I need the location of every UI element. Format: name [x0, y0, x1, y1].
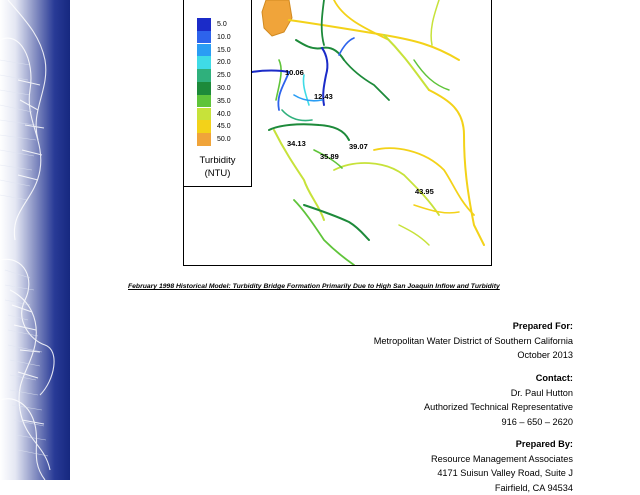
contact-line: 916 – 650 – 2620: [424, 415, 573, 430]
map-value-label: 43.95: [415, 187, 434, 196]
legend-label: 5.0: [217, 20, 227, 29]
map-value-label: 39.07: [349, 142, 368, 151]
map-value-label: 12.43: [314, 92, 333, 101]
map-value-label: 35.89: [320, 152, 339, 161]
mesh-graphic: [0, 0, 70, 480]
prepared-by-heading: Prepared By:: [431, 437, 573, 452]
legend-label: 35.0: [217, 97, 231, 106]
legend-swatch: [197, 44, 211, 57]
map-value-label: 10.06: [285, 68, 304, 77]
legend-swatch: [197, 69, 211, 82]
legend-label: 25.0: [217, 71, 231, 80]
contact-block: [424, 371, 573, 429]
legend-label: 20.0: [217, 58, 231, 67]
turbidity-map: [183, 0, 492, 266]
contact-heading: Contact:: [424, 371, 573, 386]
legend-swatch: [197, 133, 211, 146]
contact-line: Dr. Paul Hutton: [424, 386, 573, 401]
figure-caption: February 1998 Historical Model: Turbidity Bridge Formation Primarily Due to High San Joaquin Inflow and Turbidity: [128, 283, 541, 290]
decorative-mesh-sidebar: [0, 0, 70, 480]
legend-unit: (NTU): [184, 168, 251, 179]
legend-swatch: [197, 108, 211, 121]
prepared-by-line: 4171 Suisun Valley Road, Suite J: [431, 466, 573, 481]
prepared-by-line: Fairfield, CA 94534: [431, 481, 573, 495]
legend-label: 45.0: [217, 122, 231, 131]
legend-swatch: [197, 82, 211, 95]
prepared-by-block: [431, 437, 573, 495]
prepared-for-block: [374, 319, 573, 363]
prepared-for-line: October 2013: [374, 348, 573, 363]
legend-title: Turbidity: [184, 155, 251, 166]
turbidity-legend: [184, 0, 252, 187]
prepared-by-line: Resource Management Associates: [431, 452, 573, 467]
legend-swatch: [197, 31, 211, 44]
prepared-for-line: Metropolitan Water District of Southern California: [374, 334, 573, 349]
legend-swatch: [197, 18, 211, 31]
legend-label: 50.0: [217, 135, 231, 144]
legend-label: 40.0: [217, 110, 231, 119]
legend-label: 15.0: [217, 46, 231, 55]
contact-line: Authorized Technical Representative: [424, 400, 573, 415]
map-value-label: 34.13: [287, 139, 306, 148]
legend-swatch: [197, 120, 211, 133]
legend-label: 10.0: [217, 33, 231, 42]
legend-swatch: [197, 95, 211, 108]
prepared-for-heading: Prepared For:: [374, 319, 573, 334]
legend-label: 30.0: [217, 84, 231, 93]
legend-swatch: [197, 56, 211, 69]
